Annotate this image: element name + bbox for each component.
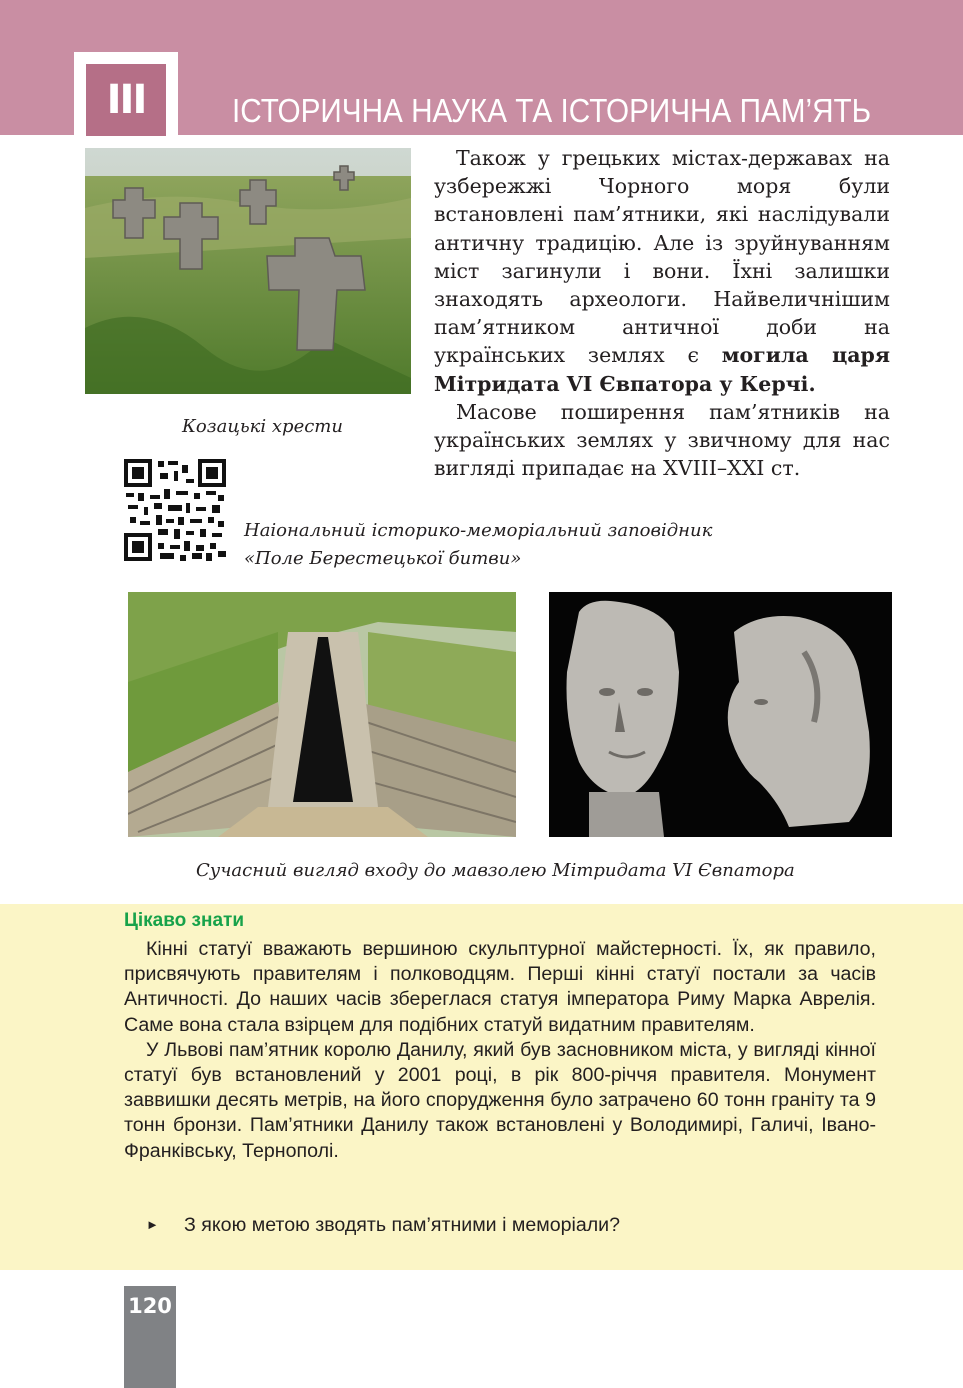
info-box-title: Цікаво знати [124,910,245,931]
mausoleum-caption: Сучасний вигляд входу до мавзолею Мітридата VI Євпатора [196,860,795,881]
qr-caption-line2: «Поле Берестецької битви» [244,548,522,569]
main-text [434,144,890,482]
chapter-title: ІСТОРИЧНА НАУКА ТА ІСТОРИЧНА ПАМ’ЯТЬ [232,92,872,129]
qr-code[interactable] [124,459,226,561]
info-box-text [124,937,876,1164]
section-number: III [86,64,166,136]
triangle-bullet-icon: ► [146,1217,159,1232]
cossack-crosses-photo [85,148,411,394]
equestrian-statues-paragraph: Кінні статуї вважають вершиною скульптурної майстерності. Їх, як правило, присвячують правителям і полководцям. Перші кінні статуї постали за часів Античності. До наших часів збереглася статуя імператора Риму Марка Аврелія. Саме вона стала взірцем для подібних статуй видатним правителям. [124,938,876,1036]
page-number: 120 [128,1294,172,1318]
mausoleum-entrance-photo [128,592,516,837]
question-text: З якою метою зводять пам’ятними і меморіали? [184,1214,621,1236]
qr-caption-line1: Наіональний історико-меморіальний заповідник [244,520,713,541]
crosses-caption: Козацькі хрести [182,416,343,437]
mithridates-busts-photo [549,592,892,837]
paragraph-greek-monuments [434,144,890,398]
king-danylo-paragraph: У Львові пам’ятник королю Данилу, який був засновником міста, у вигляді кінної статуї був встановлений у 2001 році, в рік 800-річчя правителя. Монумент заввишки десять метрів, на його спорудження було затрачено 60 тонн граніту та 9 тонн бронзи. Пам’ятники Данилу також встановлені у Володимирі, Галичі, Івано-Франківську, Тернополі. [124,1038,876,1162]
paragraph-text: Також у грецьких містах-державах на узбережжі Чорного моря були встановлені пам’ятники, які наслідували античну традицію. Але із зруйнуванням міст загинули і вони. Їхні залишки знаходять археологи. Найвеличнішим пам’ятником античної доби на українських землях є [434,146,890,368]
paragraph-mass-monuments: Масове поширення пам’ятників на українських землях у звичному для нас вигляді припадає на XVIII–XXI ст. [434,399,890,481]
mithridates-tomb-highlight: могила царя Мітридата VI Євпатора у Керчі. [434,343,890,396]
review-question [146,1214,846,1237]
